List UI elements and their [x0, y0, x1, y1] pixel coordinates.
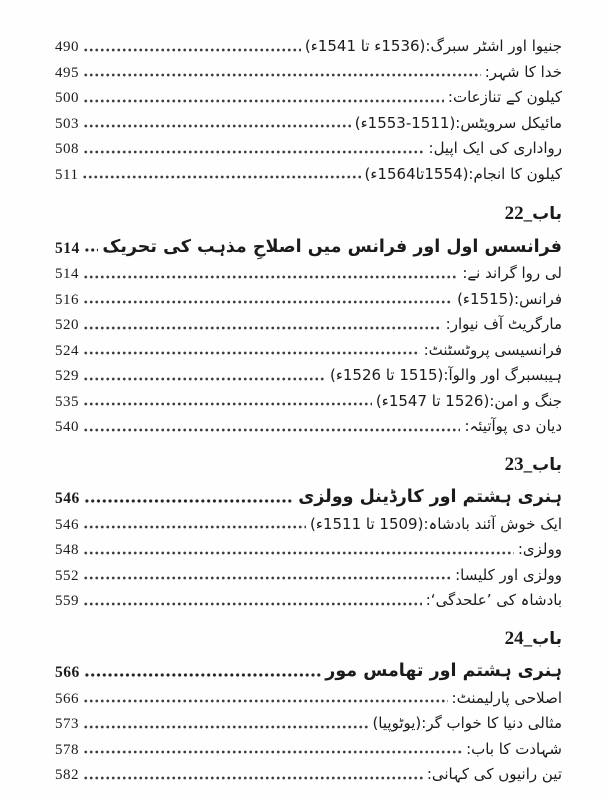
toc-entry-page: 490 [55, 39, 79, 55]
chapter-block [55, 628, 562, 784]
toc-entry-page: 520 [55, 317, 79, 333]
toc-entry-page: 540 [55, 419, 79, 435]
dot-leader [83, 595, 422, 607]
toc-entry-label: فرانسیسی پروٹسٹنٹ: [423, 340, 562, 359]
dot-leader [83, 421, 460, 433]
dot-leader [83, 117, 351, 129]
chapter-word: باب [532, 628, 562, 649]
toc-entry [55, 584, 562, 610]
toc-entry-page: 573 [55, 716, 79, 732]
chapter-word: باب [532, 204, 562, 224]
toc-entry-page: 508 [55, 141, 79, 157]
toc-entry [55, 56, 562, 82]
dot-leader [83, 395, 372, 407]
toc-entry-label: فرانس:(1515ء) [457, 289, 562, 308]
chapter-separator: _ [523, 454, 533, 474]
toc-entry [55, 30, 562, 56]
toc-entry-label: بادشاہ کی ’علحدگی‘: [425, 591, 562, 610]
toc-entry-page: 500 [55, 90, 79, 106]
dot-leader [84, 241, 99, 253]
toc-entry-page: 552 [55, 567, 79, 584]
chapter-number: 22 [504, 203, 524, 224]
dot-leader [83, 743, 462, 755]
toc-entry-page: 516 [55, 291, 79, 308]
toc-entry-page: 548 [55, 542, 79, 558]
chapter-title-row [55, 227, 562, 257]
chapter-page: 546 [55, 490, 80, 508]
toc-entry-label: لی روا گراند نے: [462, 264, 562, 283]
toc-entry-label: مائیکل سرویٹس:(1511-1553ء) [354, 113, 562, 132]
toc-entry-label: مارگریٹ آف نیوار: [445, 315, 562, 334]
dot-leader [84, 492, 294, 504]
toc-entry-label: دیان دی پوآتیئہ: [464, 417, 562, 436]
toc-entry-page: 546 [55, 516, 79, 533]
dot-leader [83, 569, 451, 581]
toc-entry [55, 158, 562, 184]
chapter-block [55, 454, 562, 610]
chapter-title-row [55, 478, 562, 508]
chapter-word: باب [532, 454, 562, 475]
toc-entry [55, 81, 562, 107]
chapter-title: فرانسس اول اور فرانس میں اصلاحِ مذہب کی تحریک [102, 236, 562, 257]
chapter-block [55, 203, 562, 436]
chapter-heading [55, 454, 562, 478]
chapter-number: 24 [504, 627, 524, 649]
toc-entry-page: 503 [55, 115, 79, 132]
toc-entry-label: کیلون کا انجام:(1554تا1564ء) [364, 164, 562, 183]
toc-entry-label: وولزی: [517, 540, 562, 559]
toc-entry [55, 385, 562, 411]
chapter-title-row [55, 652, 562, 682]
dot-leader [82, 168, 360, 180]
chapter-heading [55, 628, 562, 652]
toc-entry-page: 535 [55, 393, 79, 410]
toc-entry-page: 566 [55, 690, 79, 707]
toc-entry [55, 508, 562, 534]
toc-entry [55, 682, 562, 708]
toc-entry-label: مثالی دنیا کا خواب گر:(یوٹوپیا) [372, 714, 562, 733]
chapter-number: 23 [504, 453, 524, 475]
chapter-title: ہنری ہشتم اور تھامس مور [325, 661, 562, 682]
dot-leader [83, 319, 442, 331]
toc-entry-label: خدا کا شہر: [484, 62, 562, 81]
chapter-heading [55, 203, 562, 227]
toc-entry-page: 524 [55, 342, 79, 359]
toc-entry [55, 758, 562, 784]
toc-entry-page: 511 [55, 166, 79, 183]
toc-entry-label: جنگ و امن:(1526 تا 1547ء) [375, 391, 562, 410]
toc-entry [55, 410, 562, 436]
toc-entry [55, 334, 562, 360]
toc-entry-page: 529 [55, 368, 79, 384]
toc-entry-label: رواداری کی ایک اپیل: [428, 139, 562, 158]
dot-leader [83, 92, 444, 104]
dot-leader [83, 293, 453, 305]
dot-leader [83, 370, 326, 382]
chapter-page: 514 [55, 239, 80, 257]
toc-entry [55, 283, 562, 309]
chapter-separator: _ [523, 628, 533, 648]
toc-entry [55, 359, 562, 385]
chapter-separator: _ [523, 204, 533, 223]
dot-leader [84, 666, 322, 678]
toc-entry-label: تین رانیوں کی کہانی: [426, 765, 562, 784]
dot-leader [83, 143, 425, 155]
toc-entry [55, 559, 562, 585]
dot-leader [83, 344, 420, 356]
toc-entry-page: 514 [55, 266, 79, 282]
toc-entry-label: کیلون کے تنازعات: [447, 88, 562, 107]
toc-entry-page: 582 [55, 767, 79, 783]
dot-leader [83, 66, 481, 78]
toc-entry [55, 257, 562, 283]
toc-entry-label: وولزی اور کلیسا: [455, 565, 562, 584]
toc-entry-label: ہیبسبرگ اور والوآ:(1515 تا 1526ء) [329, 366, 562, 385]
toc-entry-page: 559 [55, 593, 79, 609]
toc-entry-label: ایک خوش آئند بادشاہ:(1509 تا 1511ء) [310, 514, 562, 533]
dot-leader [83, 692, 448, 704]
chapter-page: 566 [55, 664, 80, 682]
toc-entry [55, 132, 562, 158]
toc-entry-label: شہادت کا باب: [466, 739, 562, 758]
toc-entry-page: 495 [55, 64, 79, 81]
toc-entry [55, 733, 562, 759]
toc-entry [55, 107, 562, 133]
toc-entry [55, 533, 562, 559]
dot-leader [83, 41, 301, 53]
toc-entry [55, 308, 562, 334]
toc-entry-page: 578 [55, 741, 79, 758]
dot-leader [83, 268, 458, 280]
dot-leader [83, 518, 306, 530]
dot-leader [83, 544, 514, 556]
dot-leader [83, 718, 368, 730]
toc-entry-label: اصلاحی پارلیمنٹ: [451, 688, 562, 707]
toc-entry-label: جنیوا اور اشٹر سبرگ:(1536ء تا 1541ء) [304, 37, 562, 56]
chapter-title: ہنری ہشتم اور کارڈینل وولزی [298, 487, 562, 508]
toc-entry [55, 707, 562, 733]
dot-leader [83, 769, 423, 781]
